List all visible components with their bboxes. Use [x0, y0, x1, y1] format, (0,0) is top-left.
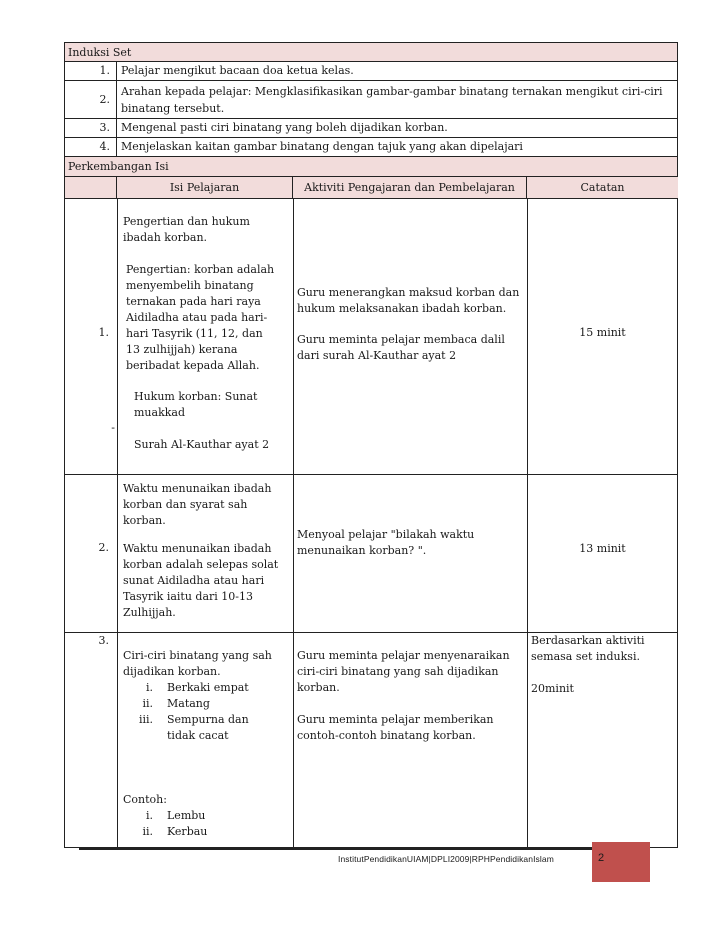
induksi-item [65, 62, 677, 81]
list-item [123, 824, 289, 840]
list-item [123, 712, 277, 744]
isi-paragraph: Pengertian: korban adalah menyembelih binatang ternakan pada hari raya Aidiladha atau pada hari-hari Tasyrik (11, 12, dan 13 zulhijjah) kerana beribadat kepada Allah. [126, 263, 275, 372]
list-numeral: ii. [142, 825, 153, 838]
isi-paragraph: Hukum korban: Sunat muakkad [134, 390, 258, 419]
page-number: 2 [598, 852, 605, 864]
aktiviti-text: Menyoal pelajar "bilakah waktu menunaikan korban? ". [297, 528, 475, 557]
column-header-number [65, 177, 117, 199]
row-number: 1. [98, 326, 109, 339]
column-header-isi: Isi Pelajaran [117, 177, 293, 199]
list-text: Berkaki empat [167, 681, 249, 694]
catatan-text: 20minit [531, 682, 574, 695]
list-text: Kerbau [167, 825, 208, 838]
footer-text: InstitutPendidikanUIAM|DPLI2009|RPHPendidikanIslam [338, 854, 554, 864]
catatan-text: 13 minit [579, 542, 626, 555]
isi-heading: Pengertian dan hukum ibadah korban. [123, 215, 250, 244]
list-numeral: ii. [142, 697, 153, 710]
aktiviti-text: Guru meminta pelajar memberikan contoh-contoh binatang korban. [297, 713, 494, 742]
column-divider [293, 199, 294, 849]
list-item [123, 680, 289, 696]
list-item [123, 808, 289, 824]
list-numeral: iii. [138, 713, 153, 726]
induksi-item-text: Mengenal pasti ciri binatang yang boleh dijadikan korban. [121, 121, 448, 134]
row-divider [65, 474, 677, 475]
column-divider [117, 199, 118, 849]
list-text: Lembu [167, 809, 206, 822]
footer-rule [79, 848, 599, 850]
perkembangan-isi-header [65, 157, 677, 177]
induksi-item-number: 3. [65, 119, 117, 137]
induksi-item-number: 4. [65, 138, 117, 156]
row-dash: - [111, 421, 115, 434]
induksi-item-number: 1. [65, 62, 117, 80]
induksi-item [65, 138, 677, 157]
list-numeral: i. [145, 809, 153, 822]
column-header-aktiviti: Aktiviti Pengajaran dan Pembelajaran [293, 177, 527, 199]
contoh-label: Contoh: [123, 793, 167, 806]
induksi-item-text: Pelajar mengikut bacaan doa ketua kelas. [121, 64, 354, 77]
induksi-item-number: 2. [65, 81, 117, 118]
list-text: Matang [167, 697, 210, 710]
row-number: 3. [98, 634, 109, 647]
aktiviti-text: Guru meminta pelajar menyenaraikan ciri-ciri binatang yang sah dijadikan korban. [297, 649, 510, 694]
catatan-text: 15 minit [579, 326, 626, 339]
aktiviti-text: Guru menerangkan maksud korban dan hukum melaksanakan ibadah korban. [297, 286, 520, 315]
lesson-plan-table [64, 42, 678, 848]
induksi-item [65, 119, 677, 138]
isi-paragraph: Waktu menunaikan ibadah korban adalah selepas solat sunat Aidiladha atau hari Tasyrik iaitu dari 10-13 Zulhijjah. [123, 542, 279, 619]
column-header-catatan: Catatan [527, 177, 678, 199]
column-divider [527, 199, 528, 849]
induksi-item-text: Menjelaskan kaitan gambar binatang dengan tajuk yang akan dipelajari [121, 140, 523, 153]
perkembangan-isi-title: Perkembangan Isi [68, 160, 169, 173]
induksi-set-header [65, 43, 677, 62]
isi-heading: Ciri-ciri binatang yang sah dijadikan korban. [123, 649, 272, 678]
induksi-set-title: Induksi Set [68, 46, 132, 59]
list-text: Sempurna dan tidak cacat [167, 713, 249, 742]
isi-heading: Waktu menunaikan ibadah korban dan syarat sah korban. [123, 482, 272, 527]
row-number: 2. [98, 541, 109, 554]
induksi-item [65, 81, 677, 119]
list-item [123, 696, 289, 712]
catatan-text: Berdasarkan aktiviti semasa set induksi. [531, 634, 645, 663]
aktiviti-text: Guru meminta pelajar membaca dalil dari surah Al-Kauthar ayat 2 [297, 333, 505, 362]
ciri-list [123, 680, 289, 744]
isi-paragraph: Surah Al-Kauthar ayat 2 [134, 438, 270, 451]
induksi-item-text: Arahan kepada pelajar: Mengklasifikasikan gambar-gambar binatang ternakan mengikut ciri-ciri binatang tersebut. [121, 85, 663, 115]
contoh-list [123, 808, 289, 840]
list-numeral: i. [145, 681, 153, 694]
